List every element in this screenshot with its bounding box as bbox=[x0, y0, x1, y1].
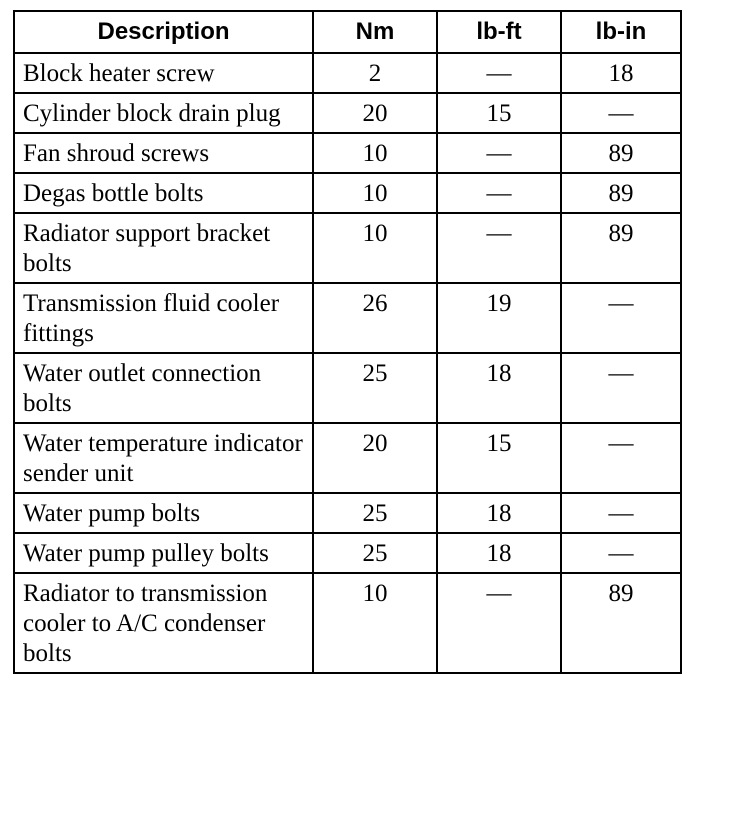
cell-lb-in: — bbox=[561, 423, 681, 493]
cell-nm: 10 bbox=[313, 213, 437, 283]
table-row bbox=[14, 53, 681, 93]
cell-lb-ft: — bbox=[437, 53, 561, 93]
cell-lb-ft: — bbox=[437, 133, 561, 173]
cell-lb-ft: 18 bbox=[437, 493, 561, 533]
header-description: Description bbox=[14, 11, 313, 53]
cell-description: Water pump pulley bolts bbox=[14, 533, 313, 573]
table-row bbox=[14, 533, 681, 573]
cell-description: Water outlet connection bolts bbox=[14, 353, 313, 423]
cell-nm: 25 bbox=[313, 353, 437, 423]
cell-lb-in: — bbox=[561, 493, 681, 533]
cell-nm: 26 bbox=[313, 283, 437, 353]
table-row bbox=[14, 133, 681, 173]
cell-lb-ft: 18 bbox=[437, 353, 561, 423]
table-row bbox=[14, 423, 681, 493]
cell-nm: 25 bbox=[313, 493, 437, 533]
cell-lb-in: 89 bbox=[561, 133, 681, 173]
cell-description: Cylinder block drain plug bbox=[14, 93, 313, 133]
table-row bbox=[14, 213, 681, 283]
header-nm: Nm bbox=[313, 11, 437, 53]
cell-nm: 20 bbox=[313, 93, 437, 133]
cell-lb-in: — bbox=[561, 93, 681, 133]
cell-lb-ft: — bbox=[437, 213, 561, 283]
cell-lb-in: 18 bbox=[561, 53, 681, 93]
cell-description: Water pump bolts bbox=[14, 493, 313, 533]
header-lb-ft: lb-ft bbox=[437, 11, 561, 53]
cell-lb-ft: — bbox=[437, 573, 561, 673]
header-lb-in: lb-in bbox=[561, 11, 681, 53]
cell-nm: 20 bbox=[313, 423, 437, 493]
table-row bbox=[14, 353, 681, 423]
cell-lb-ft: 19 bbox=[437, 283, 561, 353]
cell-description: Degas bottle bolts bbox=[14, 173, 313, 213]
header-row bbox=[14, 11, 681, 53]
table-row bbox=[14, 173, 681, 213]
cell-lb-in: — bbox=[561, 533, 681, 573]
cell-lb-in: 89 bbox=[561, 213, 681, 283]
cell-lb-ft: 15 bbox=[437, 93, 561, 133]
cell-nm: 25 bbox=[313, 533, 437, 573]
table-row bbox=[14, 93, 681, 133]
cell-lb-in: 89 bbox=[561, 573, 681, 673]
cell-description: Radiator support bracket bolts bbox=[14, 213, 313, 283]
table-row bbox=[14, 573, 681, 673]
cell-lb-in: — bbox=[561, 353, 681, 423]
cell-nm: 10 bbox=[313, 173, 437, 213]
cell-nm: 10 bbox=[313, 133, 437, 173]
table-header bbox=[14, 11, 681, 53]
table-row bbox=[14, 493, 681, 533]
cell-lb-ft: — bbox=[437, 173, 561, 213]
cell-nm: 2 bbox=[313, 53, 437, 93]
torque-spec-table bbox=[13, 10, 682, 674]
cell-description: Block heater screw bbox=[14, 53, 313, 93]
cell-lb-in: — bbox=[561, 283, 681, 353]
cell-description: Fan shroud screws bbox=[14, 133, 313, 173]
cell-description: Water temperature indicator sender unit bbox=[14, 423, 313, 493]
cell-lb-ft: 18 bbox=[437, 533, 561, 573]
cell-nm: 10 bbox=[313, 573, 437, 673]
table-row bbox=[14, 283, 681, 353]
table-body bbox=[14, 53, 681, 673]
cell-description: Radiator to transmission cooler to A/C condenser bolts bbox=[14, 573, 313, 673]
cell-lb-ft: 15 bbox=[437, 423, 561, 493]
cell-lb-in: 89 bbox=[561, 173, 681, 213]
cell-description: Transmission fluid cooler fittings bbox=[14, 283, 313, 353]
